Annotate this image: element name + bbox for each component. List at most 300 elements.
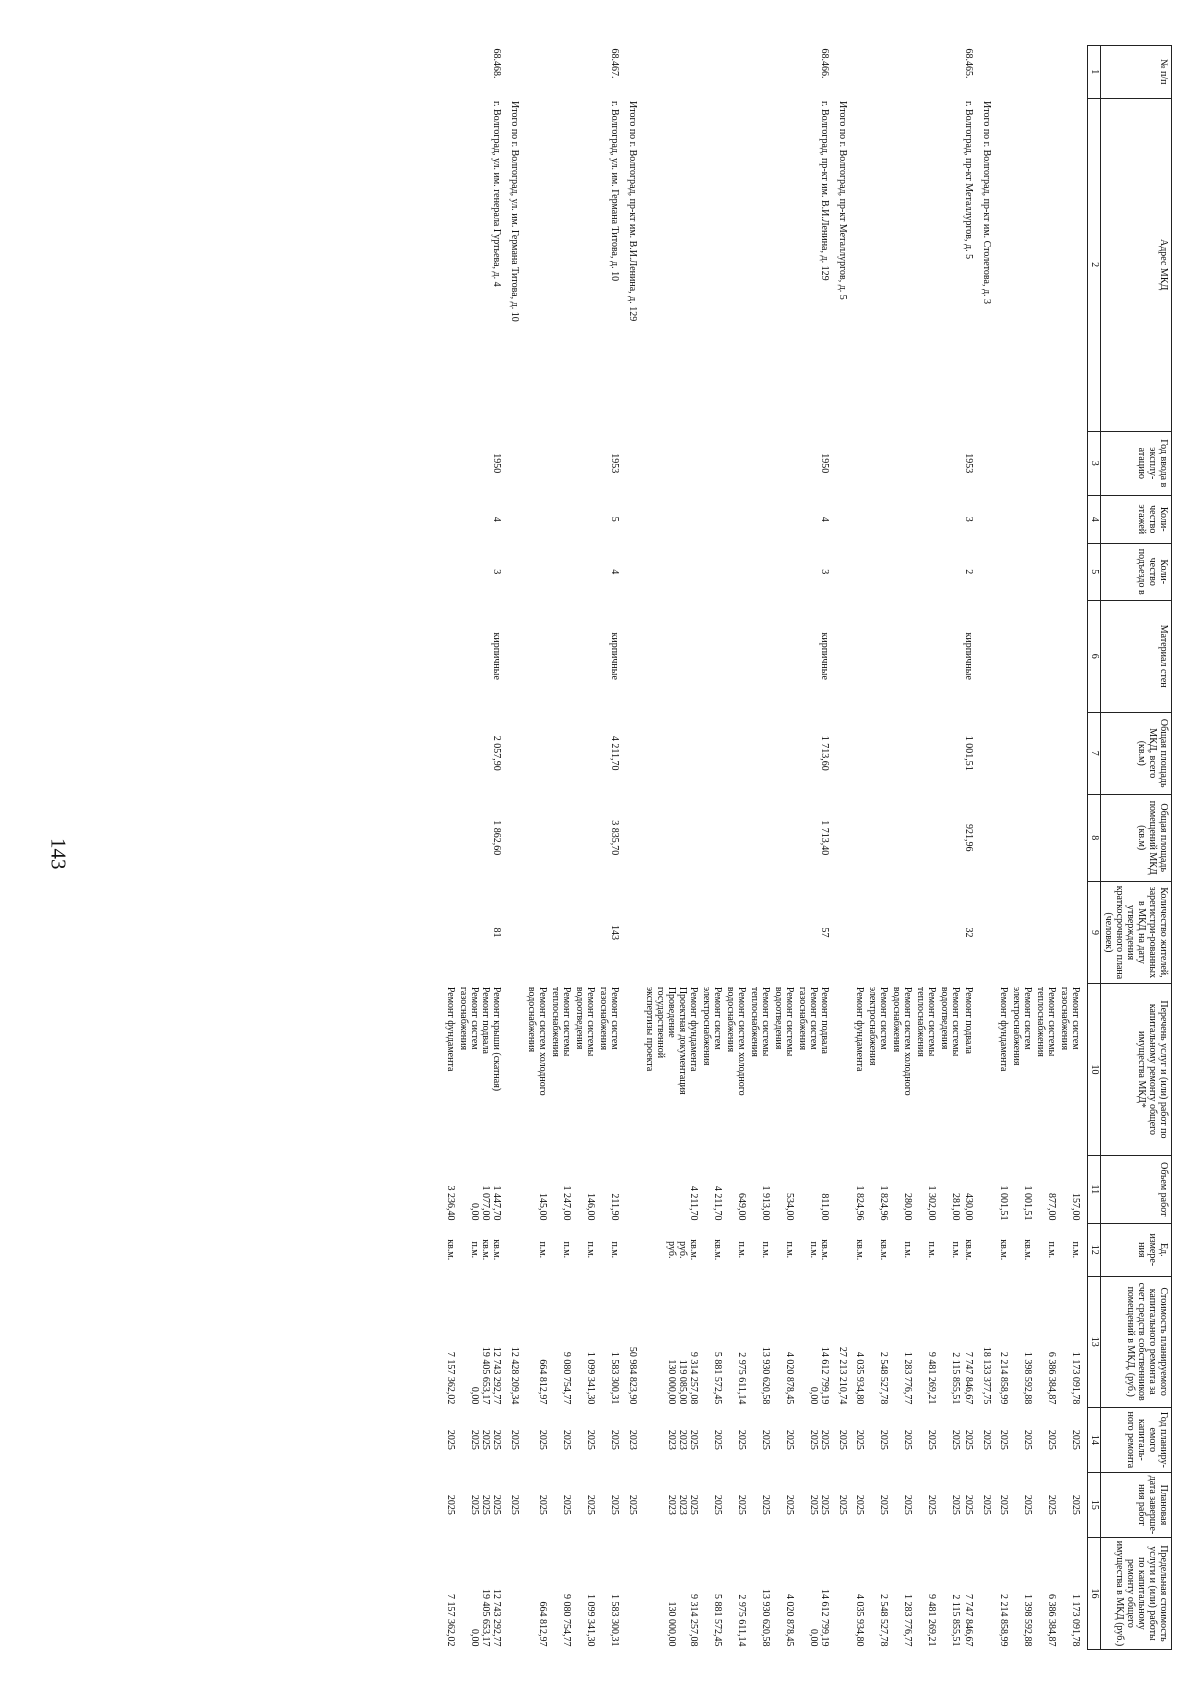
cell-col-13 — [830, 1276, 852, 1407]
cell-col-4 — [913, 495, 937, 543]
cell-col-11 — [747, 1155, 771, 1223]
cell-col-13 — [961, 1276, 974, 1407]
page-number: 143 — [46, 838, 71, 870]
cell-col-3 — [699, 431, 723, 495]
table-row — [795, 46, 830, 1650]
cell-col-3 — [723, 431, 747, 495]
cell-col-8: 1 713,40 — [819, 820, 830, 856]
cell-col-8 — [747, 794, 771, 881]
cell-line: 9 481 269,21 — [926, 1351, 937, 1405]
cell-line: кв.м. — [963, 1239, 974, 1261]
cell-col-14 — [596, 1407, 620, 1472]
cell-col-9 — [852, 881, 865, 984]
cell-line — [980, 1227, 991, 1274]
cell-col-3 — [974, 431, 996, 495]
cell-col-4 — [937, 495, 961, 543]
cell-line: 2025 — [445, 1429, 456, 1450]
cell-line: руб. — [677, 1241, 688, 1259]
cell-col-8 — [524, 794, 548, 881]
cell-line — [508, 1158, 519, 1220]
cell-line: 7 157 362,02 — [445, 1594, 456, 1647]
cell-col-15 — [974, 1472, 996, 1537]
cell-line: 2025 — [819, 1429, 830, 1450]
cell-col-13 — [524, 1276, 548, 1407]
cell-col-15 — [996, 1472, 1009, 1537]
cell-col-14 — [961, 1407, 974, 1472]
cell-col-16 — [747, 1537, 771, 1649]
cell-line — [980, 1540, 991, 1646]
cell-col-15 — [747, 1472, 771, 1537]
total-row — [502, 46, 524, 1650]
cell-line: 50 984 823,90 — [627, 1346, 638, 1405]
cell-col-14 — [771, 1407, 795, 1472]
cell-col-13 — [596, 1276, 620, 1407]
cell-col-15 — [771, 1472, 795, 1537]
cell-line: 2025 — [998, 1494, 1009, 1515]
cell-line: 4 211,70 — [688, 1185, 699, 1221]
cell-col-11 — [771, 1155, 795, 1223]
cell-col-7 — [974, 712, 996, 794]
cell-line: Ремонт систем — [609, 986, 620, 1050]
cell-col-13 — [795, 1276, 830, 1407]
table-row — [937, 46, 961, 1650]
cell-line: 2025 — [609, 1494, 620, 1515]
cell-col-9 — [913, 881, 937, 984]
cell-col-9 — [502, 881, 524, 984]
cell-line: 6 386 384,87 — [1046, 1594, 1057, 1647]
cell-line: Ремонт систем — [1022, 986, 1033, 1050]
cell-line: Ремонт фундамента — [445, 986, 456, 1072]
cell-col-4 — [443, 495, 456, 543]
column-header-3: Год ввода в эксплу-атацию — [1101, 431, 1172, 495]
cell-col-4 — [572, 495, 596, 543]
cell-col-6 — [642, 600, 699, 712]
cell-col-4 — [723, 495, 747, 543]
cell-line: 2025 — [491, 1429, 502, 1450]
cell-col-16 — [1033, 1537, 1057, 1649]
cell-line: 2023 — [677, 1429, 688, 1450]
cell-col-12 — [889, 1224, 913, 1277]
cell-col-10 — [852, 984, 865, 1155]
cell-col-15 — [723, 1472, 747, 1537]
cell-line: 430,00 — [963, 1193, 974, 1221]
cell-col-12 — [996, 1224, 1009, 1277]
cell-line: Ремонт систем — [469, 986, 480, 1050]
cell-line: 0,00 — [469, 1203, 480, 1221]
cell-line: Ремонт системы — [784, 986, 795, 1057]
cell-line: государственной — [655, 986, 666, 1059]
cell-col-5 — [830, 543, 852, 600]
cell-col-3 — [502, 431, 524, 495]
cell-col-5 — [1009, 543, 1033, 600]
cell-col-15 — [699, 1472, 723, 1537]
cell-col-12 — [443, 1224, 456, 1277]
cell-col-8 — [852, 794, 865, 881]
cell-col-13 — [974, 1276, 996, 1407]
cell-col-12 — [961, 1224, 974, 1277]
column-header-7: Общая площадь МКД, всего (кв.м) — [1101, 712, 1172, 794]
cell-col-6: кирпичные — [491, 632, 502, 680]
cell-col-7: 1 713,60 — [819, 735, 830, 771]
cell-col-7 — [699, 712, 723, 794]
cell-col-4: 4 — [819, 516, 830, 522]
cell-col-8: 3 835,70 — [609, 820, 620, 856]
cell-col-16 — [771, 1537, 795, 1649]
cell-line: 5 881 572,45 — [712, 1351, 723, 1405]
cell-col-14 — [795, 1407, 830, 1472]
cell-col-9 — [443, 881, 456, 984]
cell-col-2 — [865, 98, 889, 431]
cell-line: 2025 — [950, 1494, 961, 1515]
cell-col-12 — [524, 1224, 548, 1277]
cell-col-12 — [913, 1224, 937, 1277]
cell-line: 2025 — [1070, 1494, 1081, 1515]
column-number-10: 10 — [1088, 984, 1101, 1155]
cell-line: 2025 — [784, 1429, 795, 1450]
cell-col-9 — [996, 881, 1009, 984]
cell-line: Ремонт систем холодного — [902, 986, 913, 1096]
cell-col-7 — [620, 712, 642, 794]
cell-line — [836, 1158, 847, 1220]
cell-col-14 — [723, 1407, 747, 1472]
cell-col-2 — [937, 98, 961, 431]
cell-col-13 — [771, 1276, 795, 1407]
cell-line: Проектная документация — [677, 986, 688, 1095]
cell-col-4: 3 — [963, 516, 974, 522]
cell-col-9 — [548, 881, 572, 984]
cell-line: 2023 — [666, 1494, 677, 1515]
cell-col-12 — [548, 1224, 572, 1277]
column-header-12: Ед. измере-ния — [1101, 1224, 1172, 1277]
cell-col-4 — [889, 495, 913, 543]
cell-col-14 — [502, 1407, 524, 1472]
cell-line: 2025 — [760, 1429, 771, 1450]
cell-line: 4 211,70 — [712, 1185, 723, 1221]
cell-col-5 — [524, 543, 548, 600]
cell-col-5 — [974, 543, 996, 600]
cell-line: 2 115 855,51 — [950, 1352, 961, 1405]
cell-col-10 — [642, 984, 699, 1155]
cell-line: 2025 — [537, 1429, 548, 1450]
cell-col-10 — [620, 984, 642, 1155]
cell-line: п.м. — [760, 1241, 771, 1259]
cell-col-11 — [502, 1155, 524, 1223]
cell-col-9: 81 — [491, 927, 502, 938]
cell-col-2: Итого по г. Волгоград, пр-кт им. Столетова, д. 3 — [981, 101, 992, 305]
cell-col-12 — [502, 1224, 524, 1277]
cell-line: 2025 — [963, 1429, 974, 1450]
cell-line: 1 173 091,78 — [1070, 1351, 1081, 1405]
cell-col-16 — [642, 1537, 699, 1649]
cell-col-2: г. Волгоград, ул. им. Германа Титова, д. 10 — [609, 101, 620, 282]
cell-col-15 — [1033, 1472, 1057, 1537]
cell-line: водоотведения — [773, 986, 784, 1050]
table-row — [723, 46, 747, 1650]
cell-line: 2025 — [445, 1494, 456, 1515]
cell-col-14 — [572, 1407, 596, 1472]
cell-col-10 — [1009, 984, 1033, 1155]
cell-col-8 — [937, 794, 961, 881]
cell-col-2 — [699, 98, 723, 431]
table-row — [548, 46, 572, 1650]
cell-col-14 — [620, 1407, 642, 1472]
column-number-7: 7 — [1088, 712, 1101, 794]
cell-col-11 — [865, 1155, 889, 1223]
cell-col-10 — [961, 984, 974, 1155]
cell-col-12 — [830, 1224, 852, 1277]
cell-line: водоснабжения — [526, 986, 537, 1053]
cell-line: 130 000,00 — [666, 1359, 677, 1405]
cell-col-11 — [1009, 1155, 1033, 1223]
cell-line: 0,00 — [808, 1629, 819, 1647]
column-header-8: Общая площадь помещений МКД (кв.м) — [1101, 794, 1172, 881]
cell-col-16 — [1009, 1537, 1033, 1649]
cell-col-8 — [865, 794, 889, 881]
column-number-9: 9 — [1088, 881, 1101, 984]
table-row — [889, 46, 913, 1650]
cell-line: п.м. — [1070, 1241, 1081, 1259]
cell-line: 1 173 091,78 — [1070, 1594, 1081, 1647]
cell-col-2 — [1057, 98, 1081, 431]
cell-col-15 — [596, 1472, 620, 1537]
cell-col-14 — [642, 1407, 699, 1472]
cell-col-6 — [1009, 600, 1033, 712]
cell-col-6: кирпичные — [819, 632, 830, 680]
cell-line: 2025 — [854, 1429, 865, 1450]
cell-col-16 — [699, 1537, 723, 1649]
cell-col-10 — [723, 984, 747, 1155]
cell-line: 2025 — [878, 1494, 889, 1515]
cell-line: 1 099 341,30 — [585, 1351, 596, 1405]
cell-col-13 — [937, 1276, 961, 1407]
cell-line: 2 214 858,99 — [998, 1351, 1009, 1405]
cell-line: 4 035 934,80 — [854, 1351, 865, 1405]
cell-col-2: г. Волгоград, пр-кт им. В.И.Ленина, д. 129 — [819, 101, 830, 281]
capital-repair-table — [443, 45, 1172, 1650]
cell-col-9: 143 — [609, 924, 620, 940]
cell-col-2 — [723, 98, 747, 431]
cell-col-6: кирпичные — [963, 632, 974, 680]
cell-line: 2025 — [1046, 1429, 1057, 1450]
cell-col-9 — [524, 881, 548, 984]
cell-col-1: 68.467. — [609, 48, 620, 79]
cell-col-9 — [699, 881, 723, 984]
cell-col-11 — [620, 1155, 642, 1223]
table-row — [996, 46, 1009, 1650]
cell-col-1 — [889, 46, 913, 99]
cell-line: 1 247,00 — [561, 1185, 572, 1221]
cell-col-9 — [642, 881, 699, 984]
cell-line: 2025 — [1046, 1494, 1057, 1515]
cell-line — [676, 1540, 687, 1646]
column-number-16: 16 — [1088, 1537, 1101, 1649]
cell-col-3: 1950 — [491, 453, 502, 474]
cell-col-5: 3 — [819, 569, 830, 575]
cell-col-15 — [456, 1472, 502, 1537]
cell-col-16 — [548, 1537, 572, 1649]
cell-line: 19 405 653,17 — [480, 1346, 491, 1405]
cell-col-6 — [974, 600, 996, 712]
cell-line: 1 398 592,88 — [1022, 1594, 1033, 1647]
cell-col-2 — [771, 98, 795, 431]
cell-col-4 — [620, 495, 642, 543]
cell-line: кв.м. — [1022, 1239, 1033, 1261]
cell-col-10 — [502, 984, 524, 1155]
cell-col-5 — [852, 543, 865, 600]
cell-line: 2025 — [808, 1429, 819, 1450]
cell-line: теплоснабжения — [915, 986, 926, 1057]
cell-col-5 — [443, 543, 456, 600]
cell-col-7 — [996, 712, 1009, 794]
cell-col-14 — [747, 1407, 771, 1472]
cell-col-11 — [974, 1155, 996, 1223]
cell-col-2 — [747, 98, 771, 431]
cell-col-14 — [443, 1407, 456, 1472]
cell-col-9 — [1057, 881, 1081, 984]
cell-line: 1 283 776,77 — [902, 1594, 913, 1647]
cell-line: 2025 — [854, 1494, 865, 1515]
cell-line: 1 913,00 — [760, 1185, 771, 1221]
cell-line: 2025 — [981, 1494, 992, 1515]
cell-col-14 — [830, 1407, 852, 1472]
cell-line — [836, 1227, 847, 1274]
column-number-5: 5 — [1088, 543, 1101, 600]
cell-line: 2023 — [627, 1429, 638, 1450]
table-row — [1057, 46, 1081, 1650]
column-header-10: Перечень услуг и (или) работ по капитальному ремонту общего имущества МКД* — [1101, 984, 1172, 1155]
cell-col-8 — [443, 794, 456, 881]
cell-col-3 — [852, 431, 865, 495]
cell-line: 2025 — [950, 1429, 961, 1450]
cell-line: Ремонт систем — [878, 986, 889, 1050]
cell-col-8 — [1057, 794, 1081, 881]
cell-col-9 — [747, 881, 771, 984]
cell-col-15 — [852, 1472, 865, 1537]
cell-col-1 — [642, 46, 699, 99]
cell-line: теплоснабжения — [1035, 986, 1046, 1057]
cell-line: 1 824,96 — [854, 1185, 865, 1221]
cell-col-7: 1 001,51 — [963, 735, 974, 771]
cell-col-3 — [1057, 431, 1081, 495]
cell-col-8 — [913, 794, 937, 881]
cell-col-16 — [524, 1537, 548, 1649]
cell-line: 1 077,00 — [480, 1185, 491, 1221]
cell-line: 1 302,00 — [926, 1185, 937, 1221]
cell-line: газоснабжения — [797, 986, 808, 1051]
cell-col-2: Итого по г. Волгоград, пр-кт им. В.И.Ленина, д. 129 — [627, 101, 638, 322]
column-number-6: 6 — [1088, 600, 1101, 712]
cell-col-3 — [548, 431, 572, 495]
table-row — [443, 46, 456, 1650]
cell-col-13 — [642, 1276, 699, 1407]
cell-line: 1 583 300,31 — [609, 1351, 620, 1405]
cell-col-12 — [699, 1224, 723, 1277]
cell-col-16 — [937, 1537, 961, 1649]
cell-col-10 — [747, 984, 771, 1155]
cell-col-12 — [974, 1224, 996, 1277]
cell-col-12 — [1057, 1224, 1081, 1277]
cell-line: Ремонт подвала — [819, 986, 830, 1054]
cell-line: 2025 — [480, 1429, 491, 1450]
cell-line — [980, 987, 991, 1152]
cell-line: п.м. — [950, 1241, 961, 1259]
cell-col-12 — [852, 1224, 865, 1277]
cell-col-7 — [572, 712, 596, 794]
cell-col-14 — [852, 1407, 865, 1472]
cell-col-8 — [889, 794, 913, 881]
cell-line: 2025 — [491, 1494, 502, 1515]
cell-col-10 — [974, 984, 996, 1155]
table-row — [524, 46, 548, 1650]
cell-line — [508, 1540, 519, 1646]
cell-col-13 — [502, 1276, 524, 1407]
cell-col-6 — [502, 600, 524, 712]
cell-col-16 — [830, 1537, 852, 1649]
cell-col-7 — [642, 712, 699, 794]
cell-col-9 — [1009, 881, 1033, 984]
cell-col-13 — [913, 1276, 937, 1407]
cell-line: 2025 — [736, 1494, 747, 1515]
cell-col-6 — [865, 600, 889, 712]
cell-col-4 — [747, 495, 771, 543]
cell-line: 1 447,70 — [491, 1185, 502, 1221]
cell-line: 2 548 527,78 — [878, 1351, 889, 1405]
cell-col-3 — [1033, 431, 1057, 495]
column-number-15: 15 — [1088, 1472, 1101, 1537]
cell-col-10 — [889, 984, 913, 1155]
cell-col-15 — [548, 1472, 572, 1537]
cell-col-14 — [913, 1407, 937, 1472]
cell-col-8 — [699, 794, 723, 881]
cell-col-5 — [723, 543, 747, 600]
cell-line: 664 812,97 — [537, 1601, 548, 1647]
cell-line: 2025 — [585, 1429, 596, 1450]
cell-col-5: 4 — [609, 569, 620, 575]
cell-col-9 — [771, 881, 795, 984]
cell-line: 2025 — [561, 1429, 572, 1450]
cell-col-10 — [443, 984, 456, 1155]
cell-line: 1 398 592,88 — [1022, 1351, 1033, 1405]
cell-line: 145,00 — [537, 1193, 548, 1221]
cell-col-6: кирпичные — [609, 632, 620, 680]
cell-col-10 — [1033, 984, 1057, 1155]
cell-col-6 — [1057, 600, 1081, 712]
cell-line: теплоснабжения — [550, 986, 561, 1057]
cell-col-4 — [502, 495, 524, 543]
cell-col-14 — [524, 1407, 548, 1472]
cell-col-13 — [572, 1276, 596, 1407]
cell-col-11 — [1033, 1155, 1057, 1223]
cell-col-11 — [699, 1155, 723, 1223]
cell-col-11 — [572, 1155, 596, 1223]
total-row — [620, 46, 642, 1650]
cell-col-11 — [852, 1155, 865, 1223]
cell-col-1 — [620, 46, 642, 99]
cell-line: 2025 — [837, 1494, 848, 1515]
cell-line: 211,90 — [609, 1193, 620, 1221]
cell-col-6 — [620, 600, 642, 712]
cell-col-9 — [889, 881, 913, 984]
cell-col-9 — [937, 881, 961, 984]
cell-col-5 — [747, 543, 771, 600]
cell-col-3 — [996, 431, 1009, 495]
cell-col-15 — [865, 1472, 889, 1537]
total-row — [974, 46, 996, 1650]
cell-line: 2025 — [926, 1494, 937, 1515]
cell-col-11 — [830, 1155, 852, 1223]
table-row — [572, 46, 596, 1650]
cell-col-3 — [524, 431, 548, 495]
